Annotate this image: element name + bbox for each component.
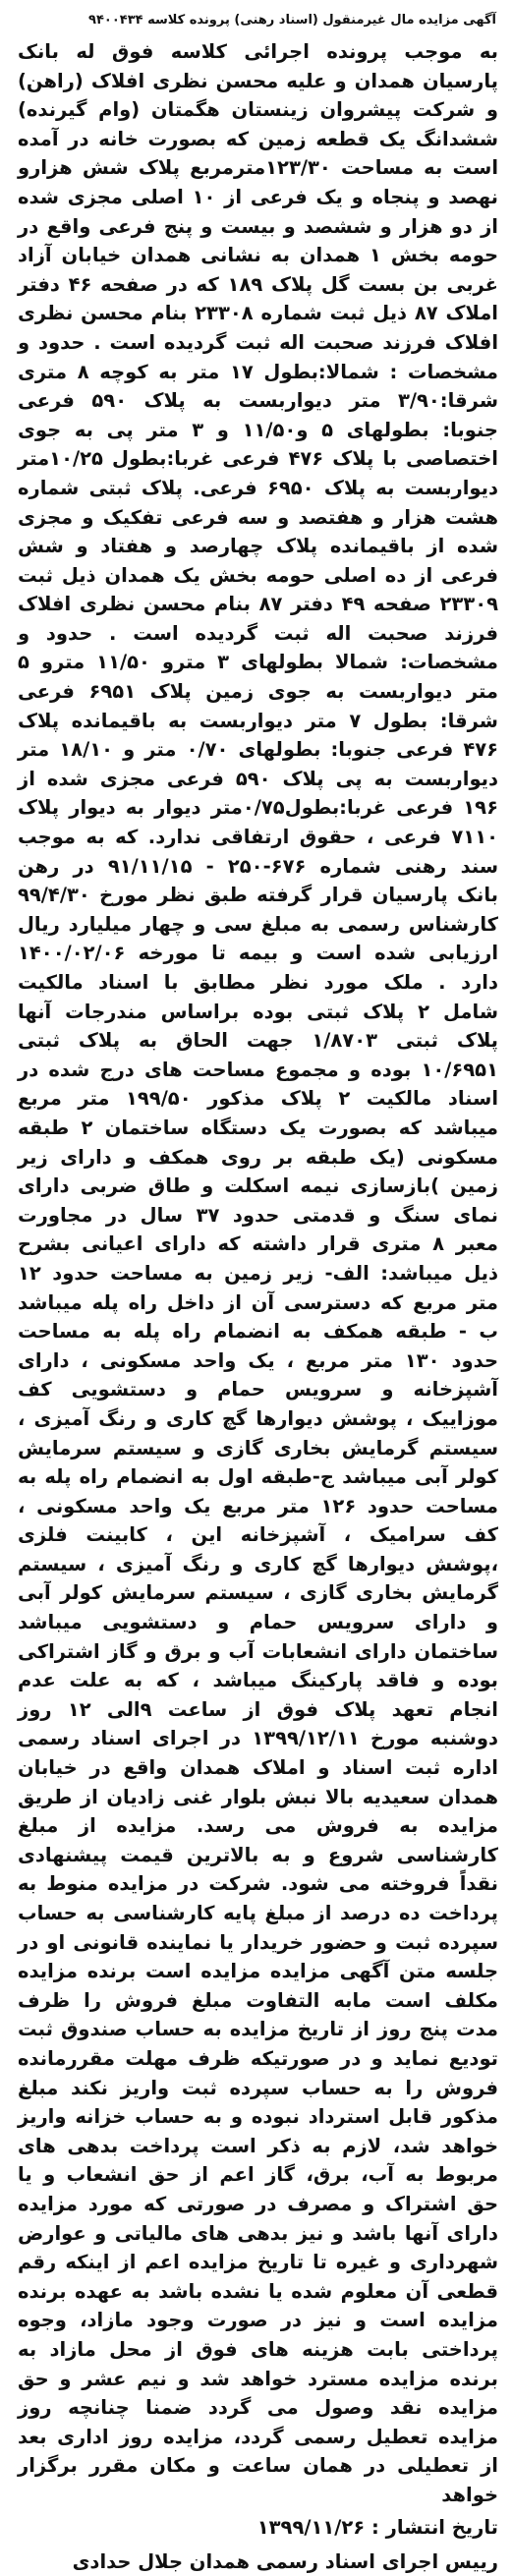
auction-notice [18,12,499,2574]
publish-date: تاریخ انتشار : ۱۳۹۹/۱۱/۲۶ [256,2516,498,2540]
notice-body: به موجب پرونده اجرائی کلاسه فوق له بانک پارسیان همدان و علیه محسن نظری افلاک (راهن) و شرکت پیشروان زینستان هگمتان (وام گیرنده) ششدانگ یک قطعه زمین که بصورت خانه در آمده است به مساحت ۱۲۳/۳۰مترمربع پلاک شش هزارو نهصد و پنجاه و یک فرعی از ۱۰ اصلی مجزی شده از دو هزار و ششصد و بیست و پنج فرعی واقع در حومه بخش ۱ همدان به نشانی همدان خیابان آزاد غربی بن بست گل پلاک ۱۸۹ که در صفحه ۴۶ دفتر املاک ۸۷ ذیل ثبت شماره ۲۳۳۰۸ بنام محسن نظری افلاک فرزند صحبت اله ثبت گردیده است . حدود و مشخصات : شمالا:بطول ۱۷ متر به کوچه ۸ متری شرقا:۳/۹۰ متر دیواربست به پلاک ۵۹۰ فرعی جنوبا: بطولهای ۵ و۱۱/۵۰ و ۳ متر پی به جوی اختصاصی با پلاک ۴۷۶ فرعی غربا:بطول ۱۰/۲۵متر دیواربست به پلاک ۶۹۵۰ فرعی. پلاک ثبتی شماره هشت هزار و هفتصد و سه فرعی تفکیک و مجزی شده از باقیمانده پلاک چهارصد و هفتاد و شش فرعی از ده اصلی حومه بخش یک همدان ذیل ثبت ۲۳۳۰۹ صفحه ۴۹ دفتر ۸۷ بنام محسن نظری افلاک فرزند صحبت اله ثبت گردیده است . حدود و مشخصات: شمالا بطولهای ۳ مترو ۱۱/۵۰ مترو ۵ متر دیواربست به جوی زمین پلاک ۶۹۵۱ فرعی شرقا: بطول ۷ متر دیواربست به باقیمانده پلاک ۴۷۶ فرعی جنوبا: بطولهای ۰/۷۰ متر و ۱۸/۱۰ متر دیواربست به پی پلاک ۵۹۰ فرعی مجزی شده از ۱۹۶ فرعی غربا:بطول۰/۷۵متر دیوار به دیوار پلاک ۷۱۱۰ فرعی ، حقوق ارتفاقی ندارد. که به موجب سند رهنی شماره ۶۷۶-۲۵۰ - ۹۱/۱۱/۱۵ در رهن بانک پارسیان قرار گرفته طبق نظر مورخ ۹۹/۴/۳۰ کارشناس رسمی به مبلغ سی و چهار میلیارد ریال ارزیابی شده است و بیمه تا مورخه ۱۴۰۰/۰۲/۰۶ دارد . ملک مورد نظر مطابق با اسناد مالکیت شامل ۲ پلاک ثبتی بوده براساس مندرجات آنها پلاک ثبتی ۱/۸۷۰۳ جهت الحاق به پلاک ثبتی ۱۰/۶۹۵۱ بوده و مجموع مساحت های درج شده در اسناد مالکیت ۲ پلاک مذکور ۱۹۹/۵۰ متر مربع میباشد که بصورت یک دستگاه ساختمان ۲ طبقه مسکونی (یک طبقه بر روی همکف و دارای زیر زمین )بازسازی نیمه اسکلت و طاق ضربی دارای نمای سنگ و قدمتی حدود ۳۷ سال در مجاورت معبر ۸ متری قرار داشته که دارای اعیانی بشرح ذیل میباشد: الف- زیر زمین به مساحت حدود ۱۲ متر مربع که دسترسی آن از داخل راه پله میباشد ب - طبقه همکف به انضمام راه پله به مساحت حدود ۱۳۰ متر مربع ، یک واحد مسکونی ، دارای آشپزخانه و سرویس حمام و دستشویی کف موزاییک ، پوشش دیوارها گچ کاری و رنگ آمیزی ، سیستم گرمایش بخاری گازی و سیستم سرمایش کولر آبی میباشد ج-طبقه اول به انضمام راه پله به مساحت حدود ۱۲۶ متر مربع یک واحد مسکونی ، کف سرامیک ، آشپزخانه این ، کابینت فلزی ،پوشش دیوارها گچ کاری و رنگ آمیزی ، سیستم گرمایش بخاری گازی ، سیستم سرمایش کولر آبی و دارای سرویس حمام و دستشویی میباشد ساختمان دارای انشعابات آب و برق و گاز اشتراکی بوده و فاقد پارکینگ میباشد ، که به علت عدم انجام تعهد پلاک فوق از ساعت ۹الی ۱۲ روز دوشنبه مورخ ۱۳۹۹/۱۲/۱۱ در اجرای اسناد رسمی اداره ثبت اسناد و املاک همدان واقع در خیابان همدان سعیدیه بالا نبش بلوار غنی زادیان از طریق مزایده به فروش می رسد. مزایده از مبلغ کارشناسی شروع و به بالاترین قیمت پیشنهادی نقداً فروخته می شود. شرکت در مزایده منوط به پرداخت ده درصد از مبلغ پایه کارشناسی به حساب سپرده ثبت و حضور خریدار یا نماینده قانونی او در جلسه متن آگهی مزایده مزایده است برنده مزایده مکلف است مابه التفاوت مبلغ فروش را ظرف مدت پنج روز از تاریخ مزایده به حساب صندوق ثبت تودیع نماید و در صورتیکه ظرف مهلت مقررمانده فروش را به حساب سپرده ثبت واریز نکند مبلغ مذکور قابل استرداد نبوده و به حساب خزانه واریز خواهد شد، لازم به ذکر است پرداخت بدهی های مربوط به آب، برق، گاز اعم از حق انشعاب و یا حق اشتراک و مصرف در صورتی که مورد مزایده دارای آنها باشد و نیز بدهی های مالیاتی و عوارض شهرداری و غیره تا تاریخ مزایده اعم از اینکه رقم قطعی آن معلوم شده یا نشده باشد به عهده برنده مزایده است و نیز در صورت وجود مازاد، وجوه پرداختی بابت هزینه های فوق از محل مازاد به برنده مزایده مسترد خواهد شد و نیم عشر و حق مزایده نقد وصول می گردد ضمنا چنانچه روز مزایده تعطیل رسمی گردد، مزایده روز اداری بعد از تعطیلی در همان ساعت و مکان مقرر برگزار خواهد [18,40,499,2506]
notice-header: آگهی مزایده مال غیرمنقول (اسناد رهنی) پرونده کلاسه ۹۴۰۰۴۳۴ [88,13,496,28]
signature-line: رییس اجرای اسناد رسمی همدان جلال حدادی [72,2550,498,2574]
